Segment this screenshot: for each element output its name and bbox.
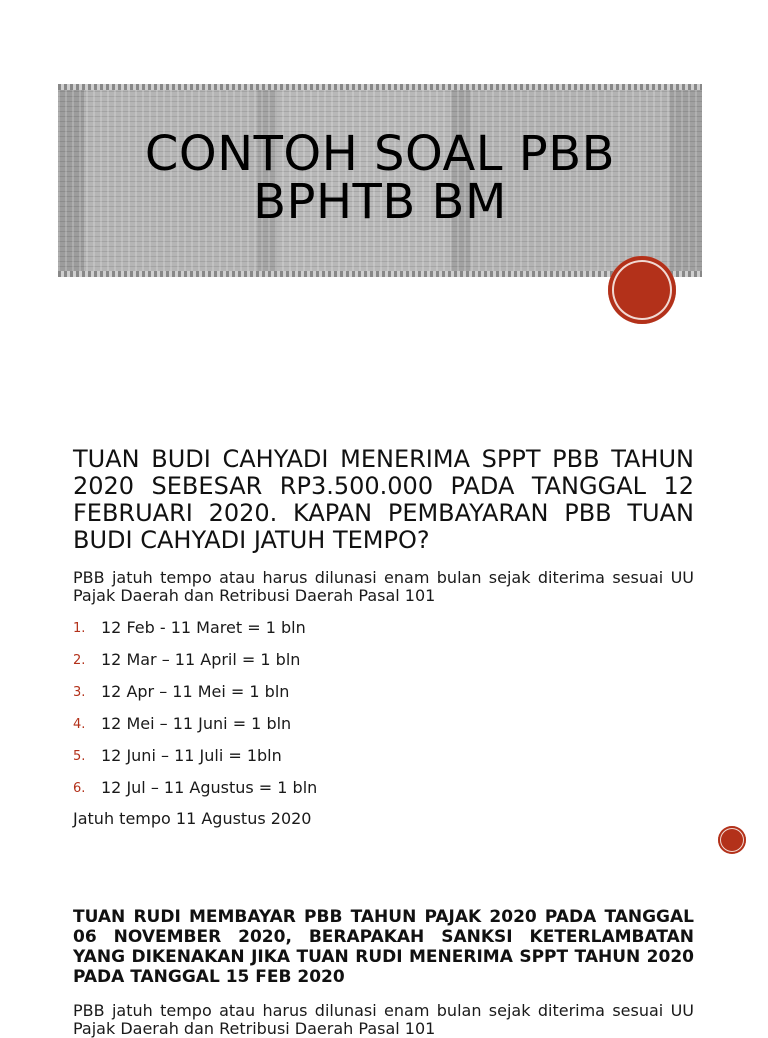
title-line-1: CONTOH SOAL PBB [144, 126, 616, 182]
question-heading-2: TUAN RUDI MEMBAYAR PBB TAHUN PAJAK 2020 PADA TANGGAL 06 NOVEMBER 2020, BERAPAKAH SANKSI KETERLAMBATAN YANG DIKENAKAN JIKA TUAN RUDI MENERIMA SPPT TAHUN 2020 PADA TANGGAL 15 FEB 2020 [73, 907, 694, 987]
list-item-text: 12 Jul – 11 Agustus = 1 bln [101, 778, 318, 797]
conclusion-text: Jatuh tempo 11 Agustus 2020 [73, 809, 312, 828]
list-item-text: 12 Juni – 11 Juli = 1bln [101, 746, 282, 765]
list-item [73, 715, 317, 747]
list-number: 5. [73, 749, 86, 764]
list-item-text: 12 Mar – 11 April = 1 bln [101, 650, 301, 669]
list-item-text: 12 Mei – 11 Juni = 1 bln [101, 714, 292, 733]
list-item [73, 651, 317, 683]
list-item [73, 683, 317, 715]
decorative-circle-icon [718, 826, 746, 854]
title-line-2: BPHTB BM [253, 174, 507, 230]
list-number: 6. [73, 781, 86, 796]
list-item [73, 747, 317, 779]
slide-title-text [58, 126, 702, 230]
list-item [73, 619, 317, 651]
list-item [73, 779, 317, 811]
list-item-text: 12 Apr – 11 Mei = 1 bln [101, 682, 290, 701]
title-banner [58, 84, 702, 277]
list-number: 2. [73, 653, 86, 668]
intro-paragraph-2: PBB jatuh tempo atau harus dilunasi enam bulan sejak diterima sesuai UU Pajak Daerah dan Retribusi Daerah Pasal 101 [73, 1001, 694, 1038]
list-number: 4. [73, 717, 86, 732]
list-number: 1. [73, 621, 86, 636]
question-heading: TUAN BUDI CAHYADI MENERIMA SPPT PBB TAHUN 2020 SEBESAR RP3.500.000 PADA TANGGAL 12 FEBRUARI 2020. KAPAN PEMBAYARAN PBB TUAN BUDI CAHYADI JATUH TEMPO? [73, 445, 694, 554]
list-number: 3. [73, 685, 86, 700]
month-list [73, 619, 317, 811]
intro-paragraph: PBB jatuh tempo atau harus dilunasi enam bulan sejak diterima sesuai UU Pajak Daerah dan Retribusi Daerah Pasal 101 [73, 568, 694, 605]
decorative-circle-icon [608, 256, 676, 324]
list-item-text: 12 Feb - 11 Maret = 1 bln [101, 618, 306, 637]
